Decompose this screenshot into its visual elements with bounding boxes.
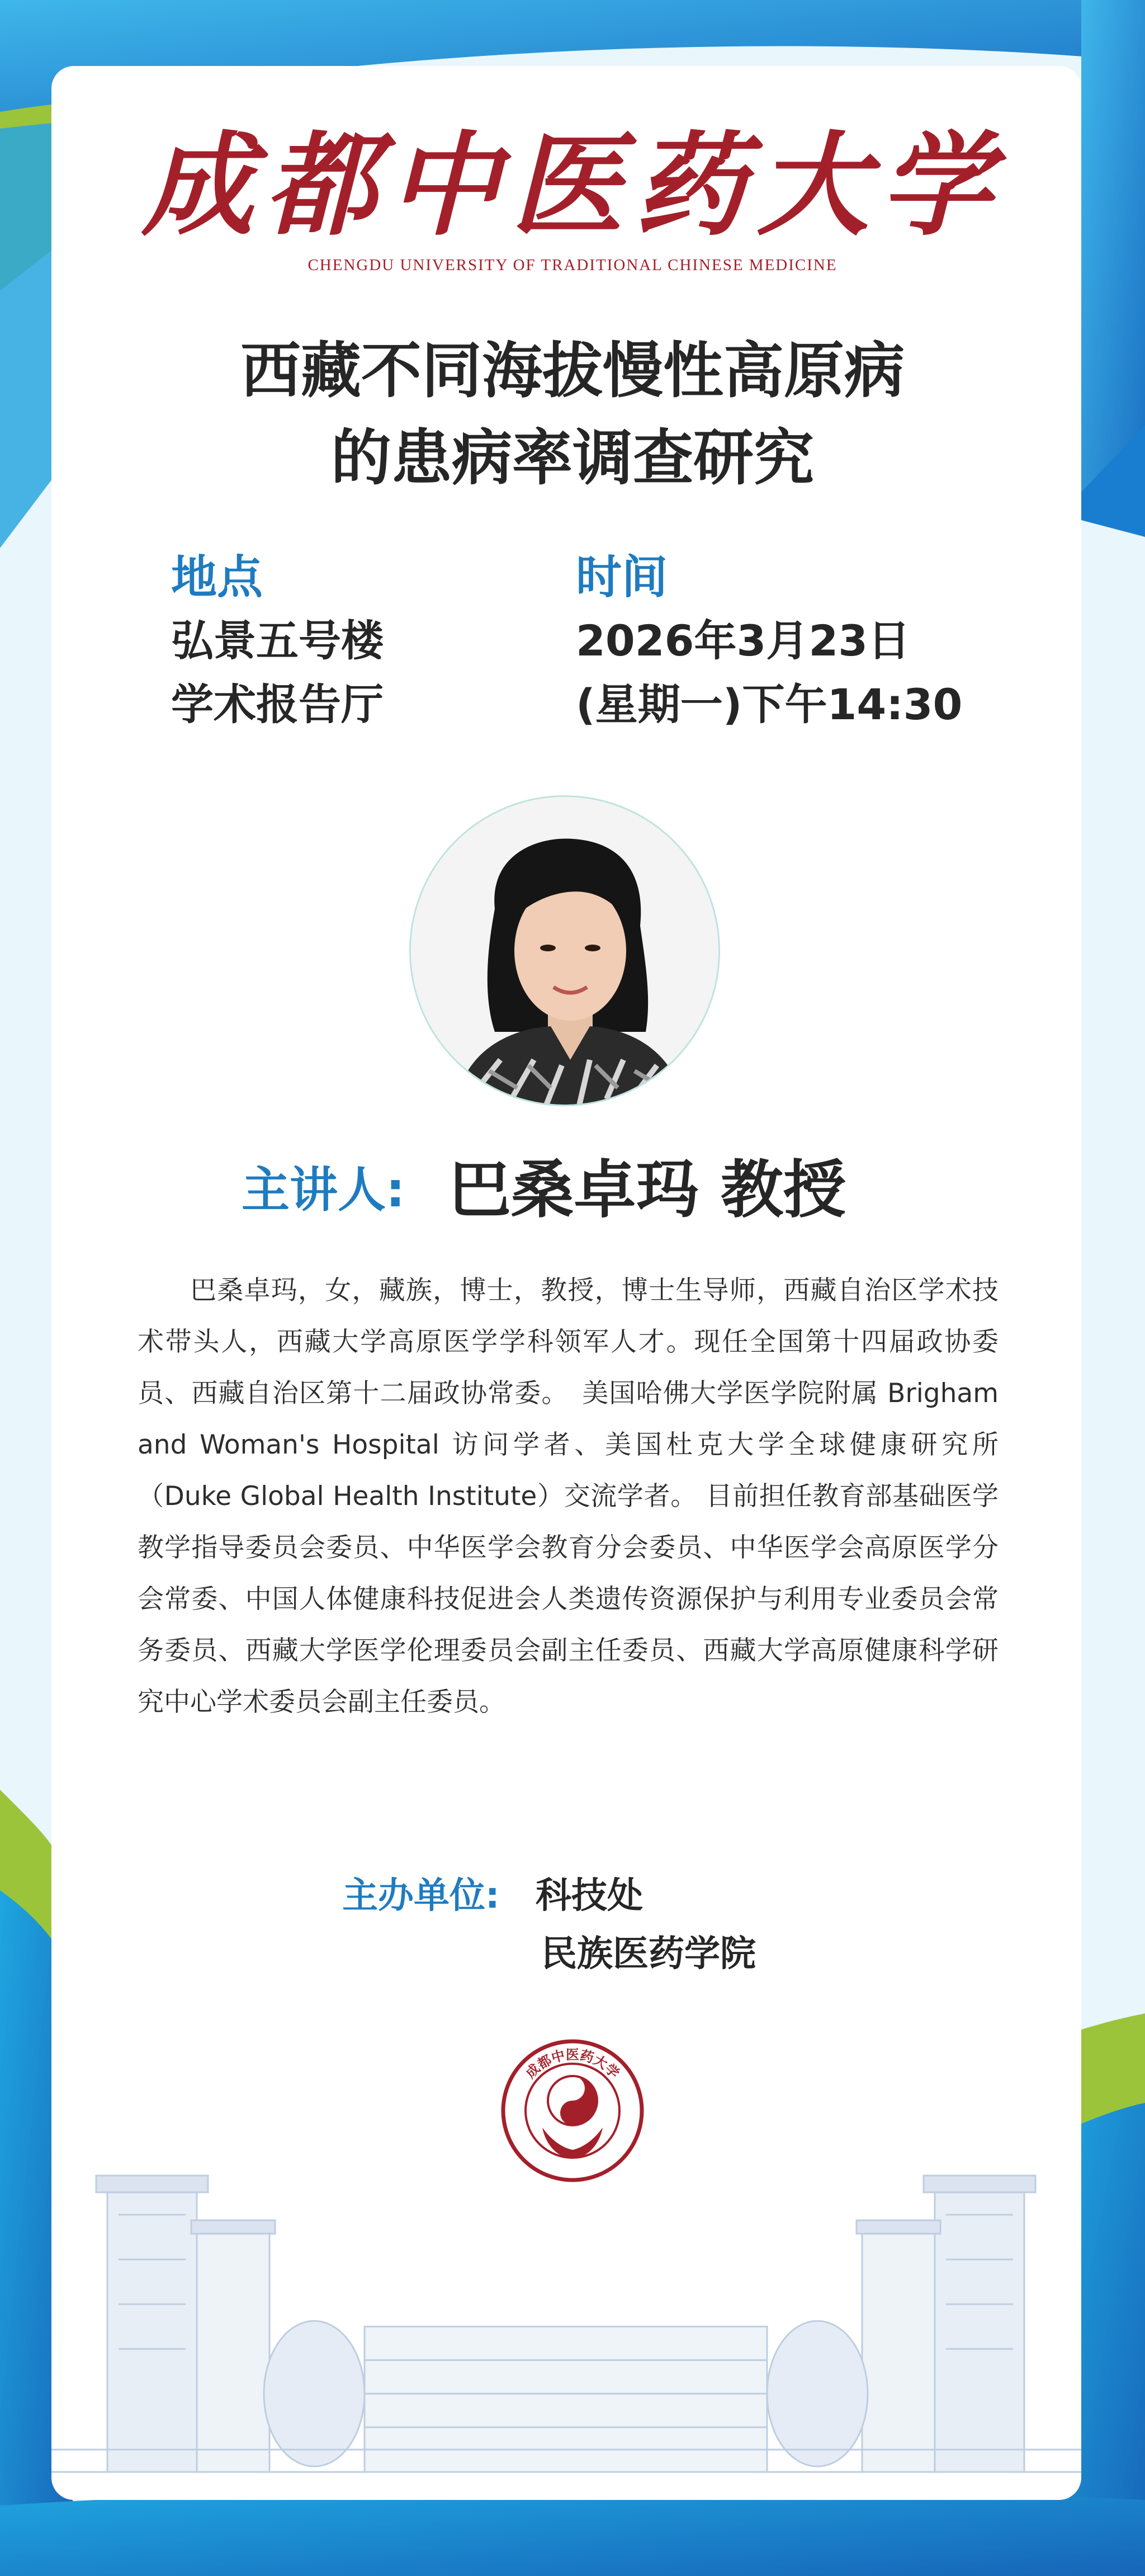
lecture-title-line1: 西藏不同海拔慢性高原病 xyxy=(240,336,905,406)
time-line1: 2026年3月23日 xyxy=(576,616,911,666)
location-line2: 学术报告厅 xyxy=(171,680,384,729)
time-line2: (星期一)下午14:30 xyxy=(576,680,963,729)
organizer-unit-1: 科技处 xyxy=(536,1875,643,1917)
seal-ring-text: 成都中医药大学 xyxy=(522,2046,623,2082)
lecture-title-line2: 的患病率调查研究 xyxy=(330,423,814,493)
organizer-label: 主办单位: xyxy=(342,1875,500,1917)
speaker-name: 巴桑卓玛 教授 xyxy=(448,1154,846,1226)
campus-gate-illustration xyxy=(51,2159,1081,2500)
speaker-portrait xyxy=(409,795,720,1106)
portrait-illustration xyxy=(411,797,720,1106)
organizer-unit-2: 民族医药学院 xyxy=(541,1933,756,1975)
location-label: 地点 xyxy=(171,551,263,604)
time-label: 时间 xyxy=(576,551,668,604)
speaker-bio: 巴桑卓玛，女，藏族，博士，教授，博士生导师，西藏自治区学术技术带头人，西藏大学高原医学学科领军人才。现任全国第十四届政协委员、西藏自治区第十二届政协常委。 美国哈佛大学医学院附属 Brigham and Woman's Hospital 访问学者、美国杜克大学全球健康研究所（Duke Global Health Institute）交流学者。 目前担任教育部基础医学教学指导委员会委员、中华医学会教育分会委员、中华医学会高原医学分会常委、中国人体健康科技促进会人类遗传资源保护与利用专业委员会常务委员、西藏大学医学伦理委员会副主任委员、西藏大学高原健康科学研究中心学术委员会副主任委员。 xyxy=(138,1275,999,1718)
location-line1: 弘景五号楼 xyxy=(171,616,384,666)
university-logo-calligraphy: 成都中医药大学 xyxy=(141,120,1003,251)
speaker-label: 主讲人: xyxy=(242,1162,405,1218)
university-logo-english: CHENGDU UNIVERSITY OF TRADITIONAL CHINESE MEDICINE xyxy=(307,256,838,274)
